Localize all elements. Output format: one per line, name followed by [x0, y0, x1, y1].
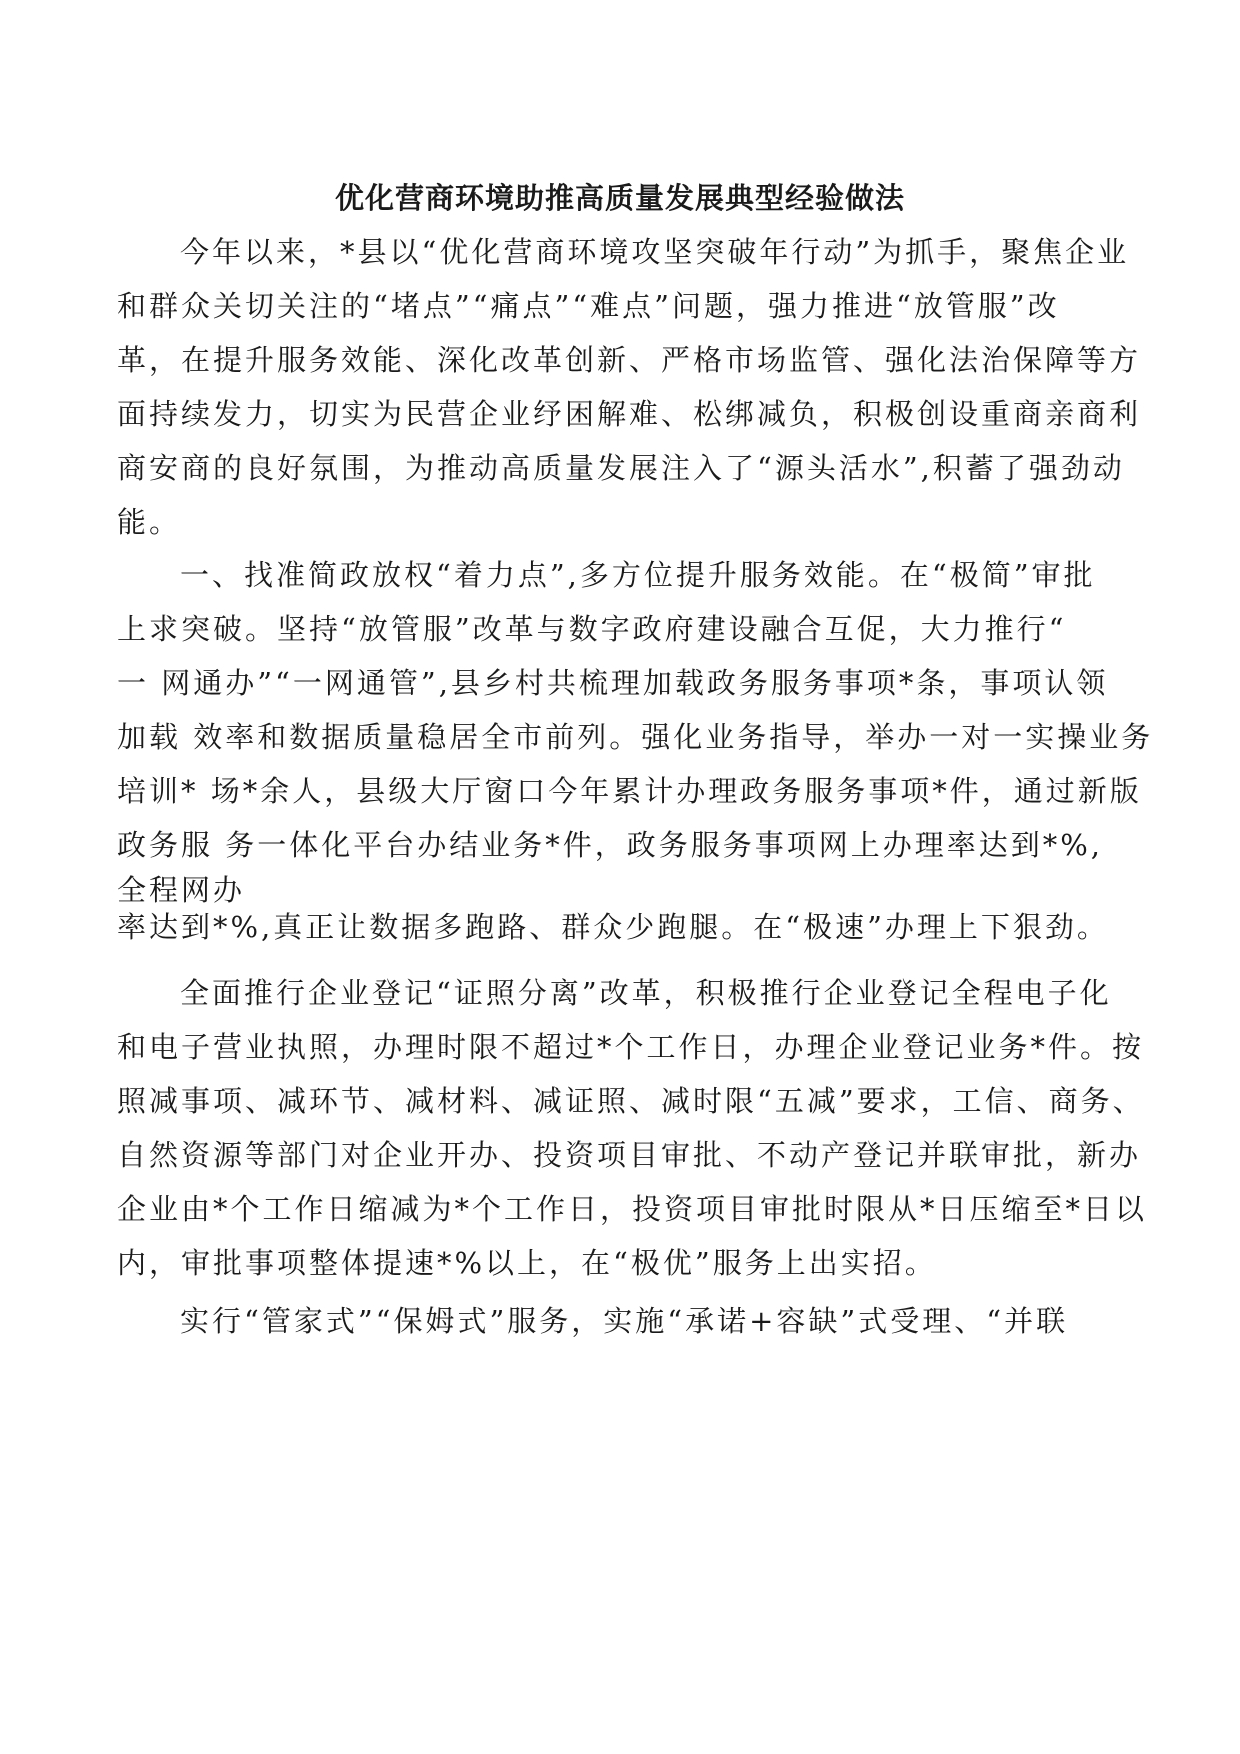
- text-line: 照减事项、减环节、减材料、减证照、减时限“五减”要求，工信、商务、: [117, 1084, 1145, 1118]
- text-line: 一、找准简政放权“着力点”,多方位提升服务效能。在“极简”审批: [180, 558, 1096, 592]
- text-line: 面持续发力，切实为民营企业纾困解难、松绑减负，积极创设重商亲商利: [117, 397, 1142, 431]
- text-line: 和电子营业执照，办理时限不超过*个工作日，办理企业登记业务*件。按: [117, 1030, 1145, 1064]
- text-line: 全程网办: [117, 873, 246, 907]
- text-line: 加载 效率和数据质量稳居全市前列。强化业务指导，举办一对一实操业务: [117, 720, 1154, 754]
- text-line: 全面推行企业登记“证照分离”改革，积极推行企业登记全程电子化: [180, 976, 1112, 1010]
- paragraph-section-one: [117, 548, 1154, 908]
- text-line: 率达到*%,真正让数据多跑路、群众少跑腿。在“极速”办理上下狠劲。: [117, 910, 1109, 944]
- text-line: 自然资源等部门对企业开办、投资项目审批、不动产登记并联审批，新办: [117, 1138, 1142, 1172]
- text-line: 培训* 场*余人，县级大厅窗口今年累计办理政务服务事项*件，通过新版: [117, 774, 1142, 808]
- paragraph-registration-reform: [117, 966, 1148, 1290]
- text-line: 今年以来，*县以“优化营商环境攻坚突破年行动”为抓手，聚焦企业: [180, 235, 1130, 269]
- paragraph-continuation: [117, 900, 1127, 954]
- page-title: 优化营商环境助推高质量发展典型经验做法: [334, 181, 905, 215]
- text-line: 能。: [117, 505, 182, 539]
- text-line: 内，审批事项整体提速*%以上，在“极优”服务上出实招。: [117, 1246, 937, 1280]
- text-line: 革，在提升服务效能、深化改革创新、严格市场监管、强化法治保障等方: [117, 343, 1142, 377]
- text-line: 企业由*个工作日缩减为*个工作日，投资项目审批时限从*日压缩至*日以: [117, 1192, 1148, 1226]
- text-line: 政务服 务一体化平台办结业务*件，政务服务事项网上办理率达到*%,: [117, 828, 1103, 862]
- paragraph-intro: [117, 225, 1142, 549]
- text-line: 和群众关切关注的“堵点”“痛点”“难点”问题，强力推进“放管服”改: [117, 289, 1060, 323]
- text-line: 上求突破。坚持“放管服”改革与数字政府建设融合互促，大力推行“: [117, 612, 1067, 646]
- paragraph-service-model: [117, 1294, 1127, 1348]
- text-line: 一 网通办”“一网通管”,县乡村共梳理加载政务服务事项*条，事项认领: [117, 666, 1109, 700]
- text-line: 实行“管家式”“保姆式”服务，实施“承诺+容缺”式受理、“并联: [180, 1304, 1069, 1338]
- text-line: 商安商的良好氛围，为推动高质量发展注入了“源头活水”,积蓄了强劲动: [117, 451, 1125, 485]
